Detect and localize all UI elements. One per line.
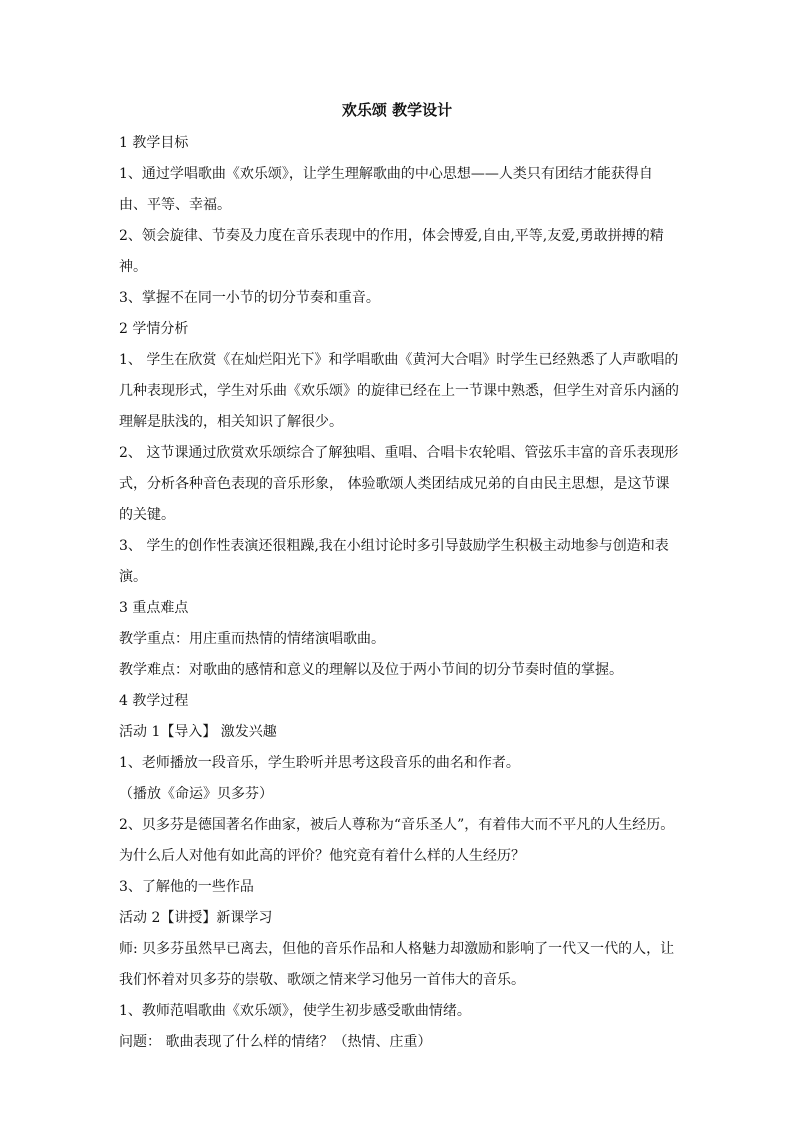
section-heading: 2 学情分析 — [119, 321, 189, 337]
document-body — [119, 128, 679, 1058]
paragraph: 3、了解他的一些作品 — [119, 879, 254, 895]
paragraph: 1、通过学唱歌曲《欢乐颂》，让学生理解歌曲的中心思想——人类只有团结才能获得自由、平等、幸福。 — [119, 166, 653, 213]
section-heading: 4 教学过程 — [119, 693, 189, 709]
paragraph: 问题： 歌曲表现了什么样的情绪？（热情、庄重） — [119, 1034, 432, 1050]
paragraph: 1、教师范唱歌曲《欢乐颂》，使学生初步感受歌曲情绪。 — [119, 1003, 471, 1019]
paragraph: 2、领会旋律、节奏及力度在音乐表现中的作用，体会博爱,自由,平等,友爱,勇敢拼搏的精神。 — [119, 228, 664, 275]
paragraph: 1、老师播放一段音乐，学生聆听并思考这段音乐的曲名和作者。 — [119, 755, 520, 771]
section-heading: 3 重点难点 — [119, 600, 189, 616]
paragraph: 教学重点：用庄重而热情的情绪演唱歌曲。 — [119, 631, 385, 647]
paragraph: 3、 学生的创作性表演还很粗躁,我在小组讨论时多引导鼓励学生积极主动地参与创造和表演。 — [119, 538, 669, 585]
paragraph: 1、 学生在欣赏《在灿烂阳光下》和学唱歌曲《黄河大合唱》时学生已经熟悉了人声歌唱的几种表现形式，学生对乐曲《欢乐颂》的旋律已经在上一节课中熟悉，但学生对音乐内涵的理解是肤浅的，相关知识了解很少。 — [119, 352, 679, 430]
paragraph: 2、贝多芬是德国著名作曲家，被后人尊称为“音乐圣人”，有着伟大而不平凡的人生经历。为什么后人对他有如此高的评价？他究竟有着什么样的人生经历？ — [119, 817, 675, 864]
document-title: 欢乐颂 教学设计 — [341, 101, 453, 119]
paragraph: 师: 贝多芬虽然早已离去，但他的音乐作品和人格魅力却激励和影响了一代又一代的人，让我们怀着对贝多芬的崇敬、歌颂之情来学习他另一首伟大的音乐。 — [119, 941, 675, 988]
paragraph: 教学难点：对歌曲的感情和意义的理解以及位于两小节间的切分节奏时值的掌握。 — [119, 662, 623, 678]
activity-heading: 活动 1【导入】 激发兴趣 — [119, 724, 277, 740]
activity-heading: 活动 2【讲授】新课学习 — [119, 910, 273, 926]
paragraph: 3、掌握不在同一小节的切分节奏和重音。 — [119, 290, 380, 306]
paragraph: （播放《命运》贝多芬） — [119, 786, 273, 802]
section-heading: 1 教学目标 — [119, 135, 189, 151]
paragraph: 2、 这节课通过欣赏欢乐颂综合了解独唱、重唱、合唱卡农轮唱、管弦乐丰富的音乐表现形式，分析各种音色表现的音乐形象， 体验歌颂人类团结成兄弟的自由民主思想，是这节课的关键。 — [119, 445, 679, 523]
